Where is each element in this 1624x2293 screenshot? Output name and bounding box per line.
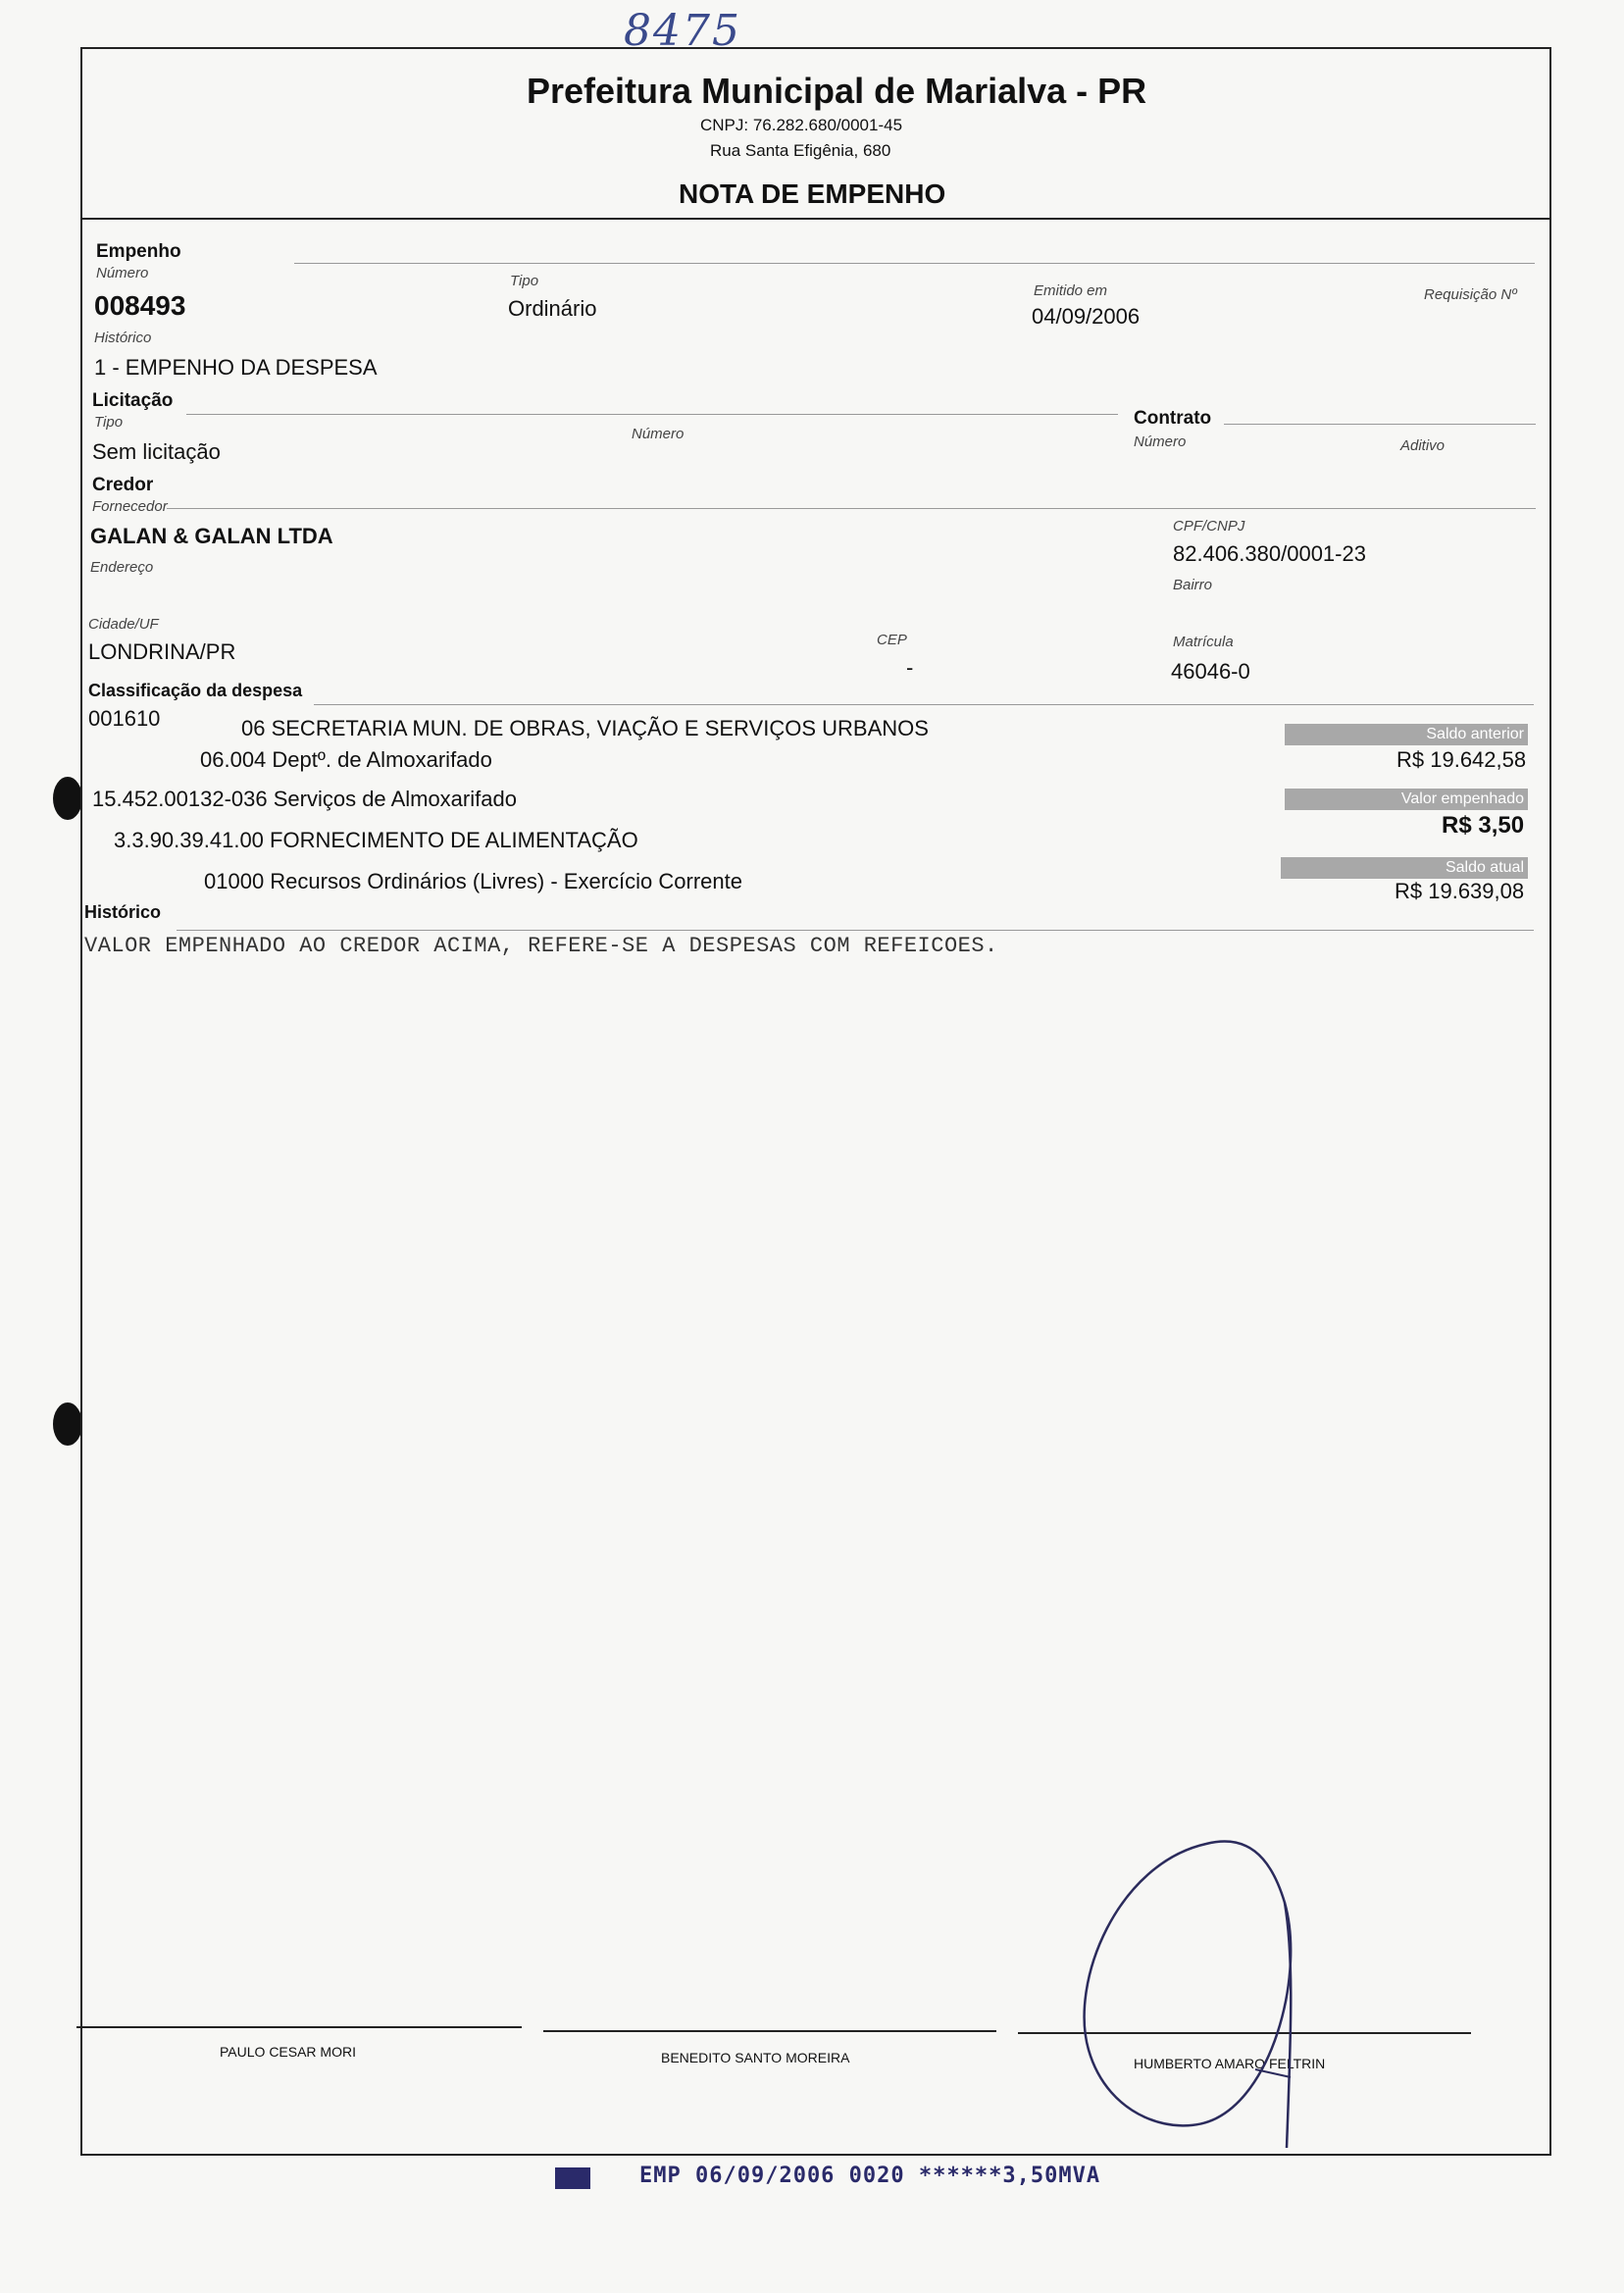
classificacao-line2: 06.004 Deptº. de Almoxarifado (200, 747, 492, 772)
section-licitacao: Licitação (92, 390, 174, 411)
requisicao-label: Requisição Nº (1424, 286, 1517, 303)
classificacao-line4: 3.3.90.39.41.00 FORNECIMENTO DE ALIMENTAÇÃO (114, 828, 638, 852)
signature-scribble (1059, 1824, 1334, 2177)
punch-hole-bottom (53, 1402, 82, 1446)
contrato-divider (1224, 424, 1536, 425)
empenho-numero: 008493 (94, 290, 186, 321)
licitacao-numero-label: Número (632, 426, 685, 442)
signature-name-1: PAULO CESAR MORI (220, 2044, 356, 2060)
empenho-historico-label: Histórico (94, 330, 152, 346)
empenho-numero-label: Número (96, 265, 149, 281)
signature-line-2 (543, 2030, 996, 2032)
header-address: Rua Santa Efigênia, 680 (710, 141, 891, 160)
historico-text: VALOR EMPENHADO AO CREDOR ACIMA, REFERE-SE A DESPESAS COM REFEICOES. (84, 934, 998, 958)
licitacao-divider (186, 414, 1118, 415)
empenho-divider (294, 263, 1535, 264)
credor-divider (167, 508, 1536, 509)
contrato-aditivo-label: Aditivo (1400, 437, 1446, 454)
classificacao-line3: 15.452.00132-036 Serviços de Almoxarifado (92, 787, 517, 811)
cidade-value: LONDRINA/PR (88, 639, 236, 664)
cep-label: CEP (877, 632, 907, 648)
signature-name-2: BENEDITO SANTO MOREIRA (661, 2050, 850, 2065)
cep-value: - (906, 655, 914, 680)
valor-empenhado-label: Valor empenhado (1285, 789, 1528, 810)
classificacao-code: 001610 (88, 706, 161, 731)
bairro-label: Bairro (1173, 577, 1213, 593)
saldo-anterior-label: Saldo anterior (1285, 724, 1528, 745)
saldo-atual-label: Saldo atual (1281, 857, 1528, 879)
section-empenho: Empenho (96, 241, 181, 262)
section-contrato: Contrato (1134, 408, 1212, 429)
fornecedor-name: GALAN & GALAN LTDA (90, 524, 333, 548)
licitacao-tipo: Sem licitação (92, 439, 221, 464)
historico-divider (177, 930, 1534, 931)
page-title: Prefeitura Municipal de Marialva - PR (527, 71, 1147, 111)
valor-empenhado-value: R$ 3,50 (1442, 812, 1525, 839)
matricula-value: 46046-0 (1171, 659, 1250, 684)
punch-hole-top (53, 777, 82, 820)
section-historico: Histórico (84, 902, 162, 922)
matricula-label: Matrícula (1173, 634, 1234, 650)
saldo-anterior-value: R$ 19.642,58 (1396, 747, 1527, 772)
empenho-tipo-label: Tipo (510, 273, 539, 289)
classificacao-divider (314, 704, 1534, 705)
emitido-label: Emitido em (1034, 282, 1108, 299)
classificacao-line5: 01000 Recursos Ordinários (Livres) - Exercício Corrente (204, 869, 742, 893)
contrato-numero-label: Número (1134, 433, 1187, 450)
classificacao-line1: 06 SECRETARIA MUN. DE OBRAS, VIAÇÃO E SERVIÇOS URBANOS (241, 716, 929, 740)
signature-line-1 (76, 2026, 522, 2028)
empenho-historico: 1 - EMPENHO DA DESPESA (94, 355, 378, 380)
cpf-cnpj-label: CPF/CNPJ (1173, 518, 1245, 535)
saldo-atual-value: R$ 19.639,08 (1395, 879, 1525, 903)
cidade-label: Cidade/UF (88, 616, 159, 633)
endereco-label: Endereço (90, 559, 154, 576)
footer-logo-icon (555, 2167, 590, 2189)
document-title: NOTA DE EMPENHO (679, 178, 946, 209)
cpf-cnpj-value: 82.406.380/0001-23 (1173, 541, 1366, 566)
signature-name-3: HUMBERTO AMARO FELTRIN (1134, 2056, 1326, 2071)
header-cnpj: CNPJ: 76.282.680/0001-45 (700, 116, 903, 134)
empenho-tipo: Ordinário (508, 296, 597, 321)
section-classificacao: Classificação da despesa (88, 681, 303, 700)
fornecedor-label: Fornecedor (92, 498, 168, 515)
emitido-date: 04/09/2006 (1032, 304, 1141, 329)
section-credor: Credor (92, 475, 154, 495)
header-divider (82, 218, 1549, 220)
footer-stamp: EMP 06/09/2006 0020 ******3,50MVA (639, 2164, 1101, 2188)
handwritten-number: 8475 (624, 6, 741, 56)
licitacao-tipo-label: Tipo (94, 414, 124, 431)
